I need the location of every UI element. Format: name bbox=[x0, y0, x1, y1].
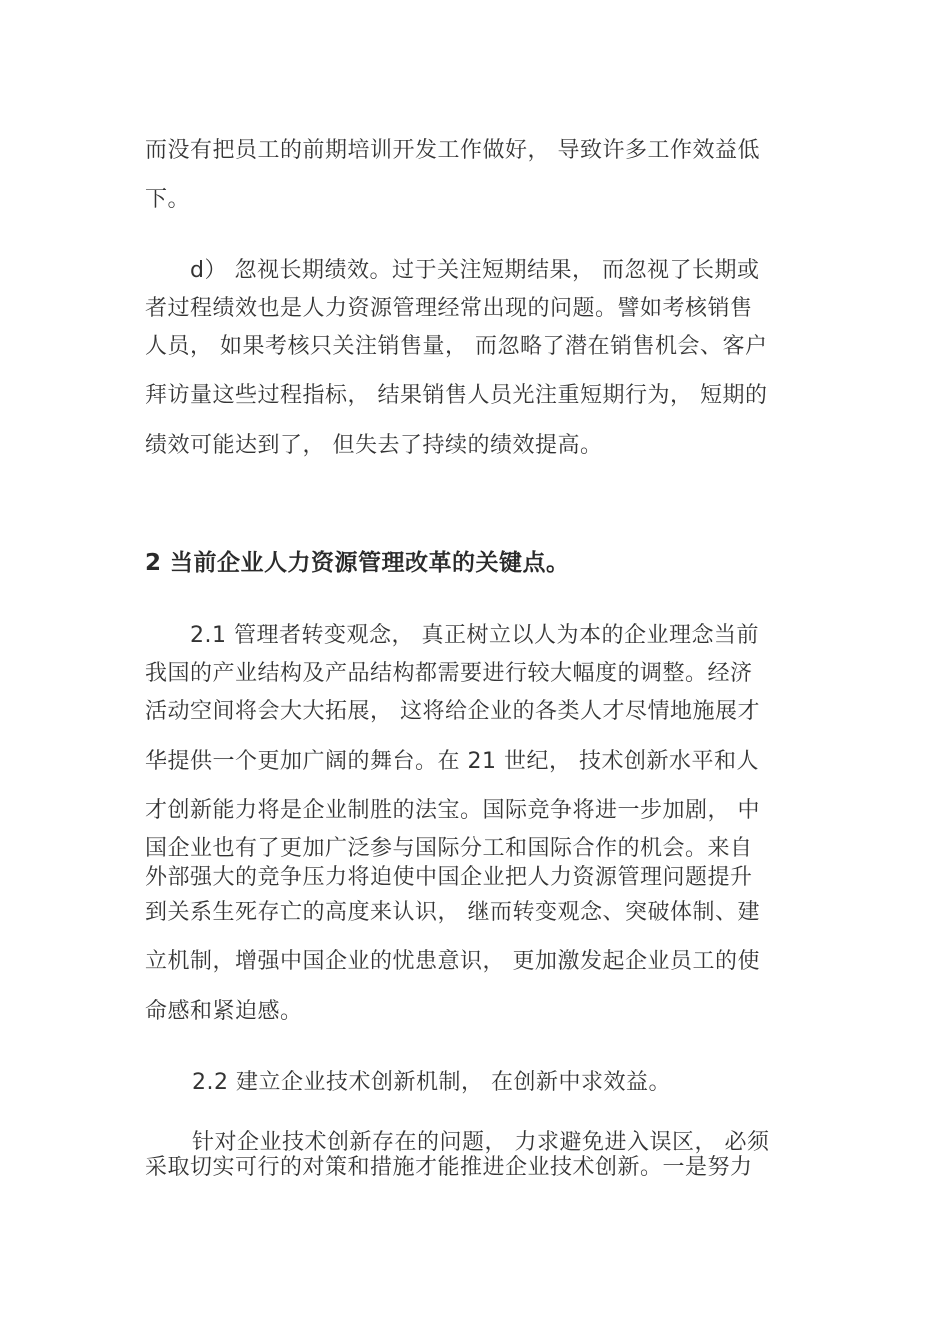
paragraph-line: d） 忽视长期绩效。过于关注短期结果， 而忽视了长期或 bbox=[190, 258, 760, 283]
paragraph-line: 针对企业技术创新存在的问题， 力求避免进入误区， 必须 bbox=[192, 1130, 770, 1155]
paragraph-line: 立机制，增强中国企业的忧患意识， 更加激发起企业员工的使 bbox=[145, 949, 760, 974]
paragraph-line: 采取切实可行的对策和措施才能推进企业技术创新。一是努力 bbox=[145, 1155, 753, 1180]
paragraph-line: 华提供一个更加广阔的舞台。在 21 世纪， 技术创新水平和人 bbox=[145, 749, 759, 774]
section-heading: 2 当前企业人力资源管理改革的关键点。 bbox=[145, 550, 570, 576]
paragraph-line: 而没有把员工的前期培训开发工作做好， 导致许多工作效益低 bbox=[145, 138, 760, 163]
paragraph-line: 下。 bbox=[145, 187, 191, 212]
paragraph-line: 者过程绩效也是人力资源管理经常出现的问题。譬如考核销售 bbox=[145, 296, 753, 321]
paragraph-line: 到关系生死存亡的高度来认识， 继而转变观念、突破体制、建 bbox=[145, 900, 760, 925]
subsection-line: 2.2 建立企业技术创新机制， 在创新中求效益。 bbox=[192, 1070, 671, 1095]
paragraph-line: 外部强大的竞争压力将迫使中国企业把人力资源管理问题提升 bbox=[145, 865, 753, 890]
paragraph-line: 我国的产业结构及产品结构都需要进行较大幅度的调整。经济 bbox=[145, 661, 753, 686]
paragraph-line: 绩效可能达到了， 但失去了持续的绩效提高。 bbox=[145, 433, 603, 458]
paragraph-line: 人员， 如果考核只关注销售量， 而忽略了潜在销售机会、客户 bbox=[145, 334, 768, 359]
paragraph-line: 才创新能力将是企业制胜的法宝。国际竞争将进一步加剧， 中 bbox=[145, 798, 760, 823]
paragraph-line: 拜访量这些过程指标， 结果销售人员光注重短期行为， 短期的 bbox=[145, 383, 768, 408]
paragraph-line: 国企业也有了更加广泛参与国际分工和国际合作的机会。来自 bbox=[145, 836, 753, 861]
paragraph-line: 活动空间将会大大拓展， 这将给企业的各类人才尽情地施展才 bbox=[145, 699, 760, 724]
paragraph-line: 2.1 管理者转变观念， 真正树立以人为本的企业理念当前 bbox=[190, 623, 759, 648]
paragraph-line: 命感和紧迫感。 bbox=[145, 999, 303, 1024]
